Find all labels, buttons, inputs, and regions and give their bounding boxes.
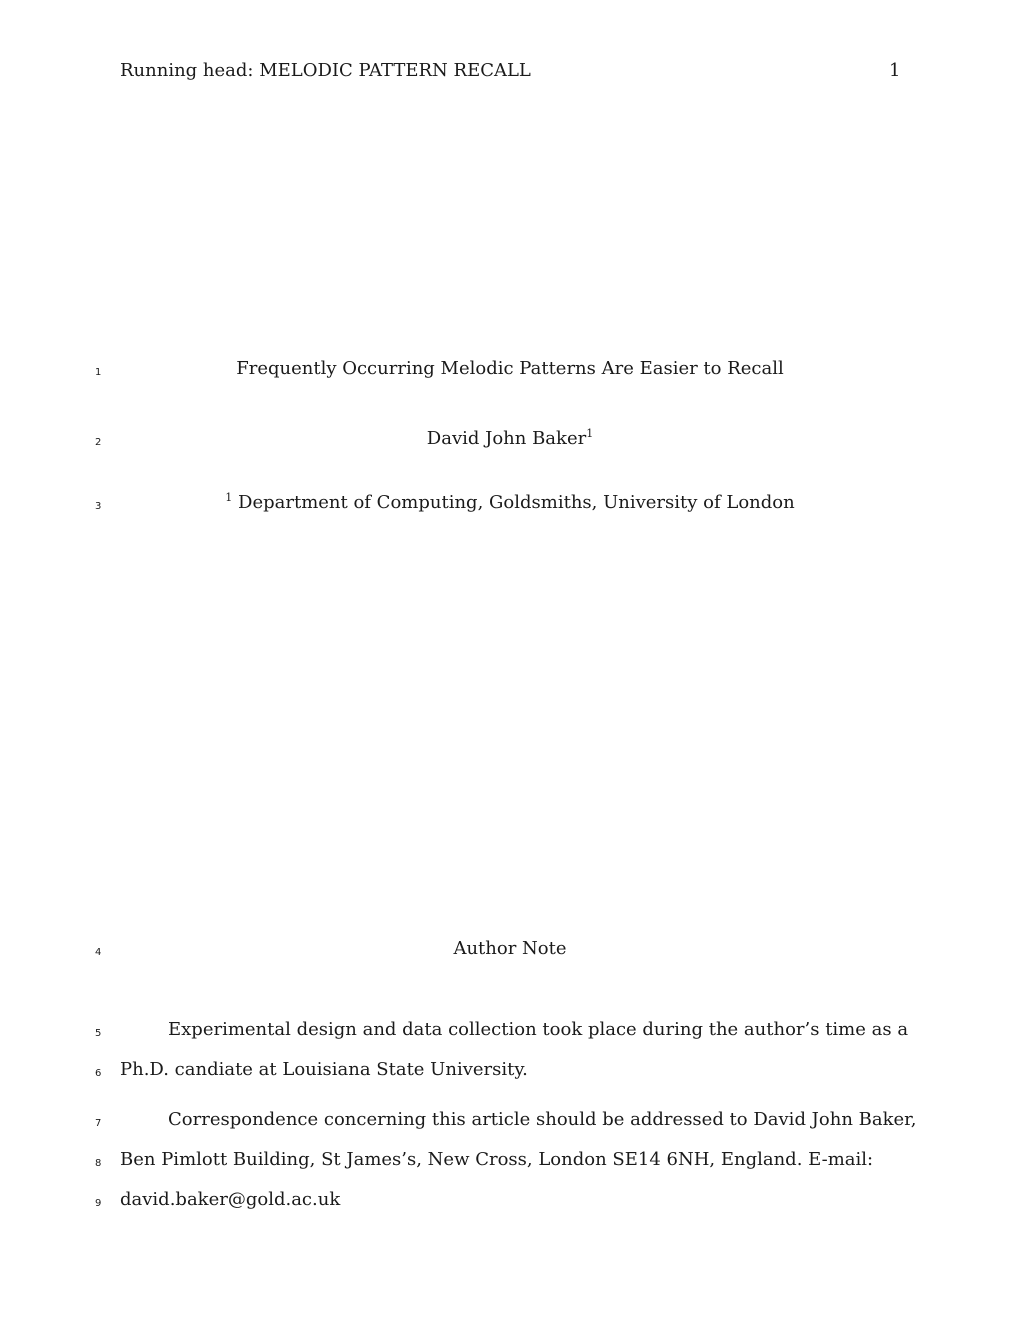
line-number-6: 6 [95, 1068, 102, 1079]
line-number-1: 1 [95, 367, 102, 378]
line-number-7: 7 [95, 1118, 102, 1129]
contact-email[interactable]: david.baker@gold.ac.uk [120, 1189, 341, 1210]
line-number-5: 5 [95, 1028, 102, 1039]
paper-title: Frequently Occurring Melodic Patterns Are Easier to Recall [236, 358, 784, 379]
affiliation-text: Department of Computing, Goldsmiths, University of London [238, 492, 795, 513]
author-note-para1-line2: Ph.D. candiate at Louisiana State University. [120, 1059, 528, 1080]
line-number-3: 3 [95, 501, 102, 512]
line-number-4: 4 [95, 947, 102, 958]
author-note-heading: Author Note [453, 938, 567, 959]
author-superscript: 1 [586, 427, 594, 440]
page-number: 1 [889, 60, 901, 81]
author-note-para2-line2: Ben Pimlott Building, St James’s, New Cross, London SE14 6NH, England. E-mail: [120, 1149, 874, 1170]
line-number-9: 9 [95, 1198, 102, 1209]
affiliation-line [0, 492, 1020, 513]
affiliation-superscript: 1 [225, 491, 233, 504]
author-note-para2-line1: Correspondence concerning this article should be addressed to David John Baker, [168, 1109, 917, 1130]
author-line [0, 428, 1020, 449]
line-number-2: 2 [95, 437, 102, 448]
author-note-para1-line1: Experimental design and data collection took place during the author’s time as a [168, 1019, 909, 1040]
line-number-8: 8 [95, 1158, 102, 1169]
running-head: Running head: MELODIC PATTERN RECALL [120, 60, 531, 81]
author-name: David John Baker [426, 428, 587, 449]
